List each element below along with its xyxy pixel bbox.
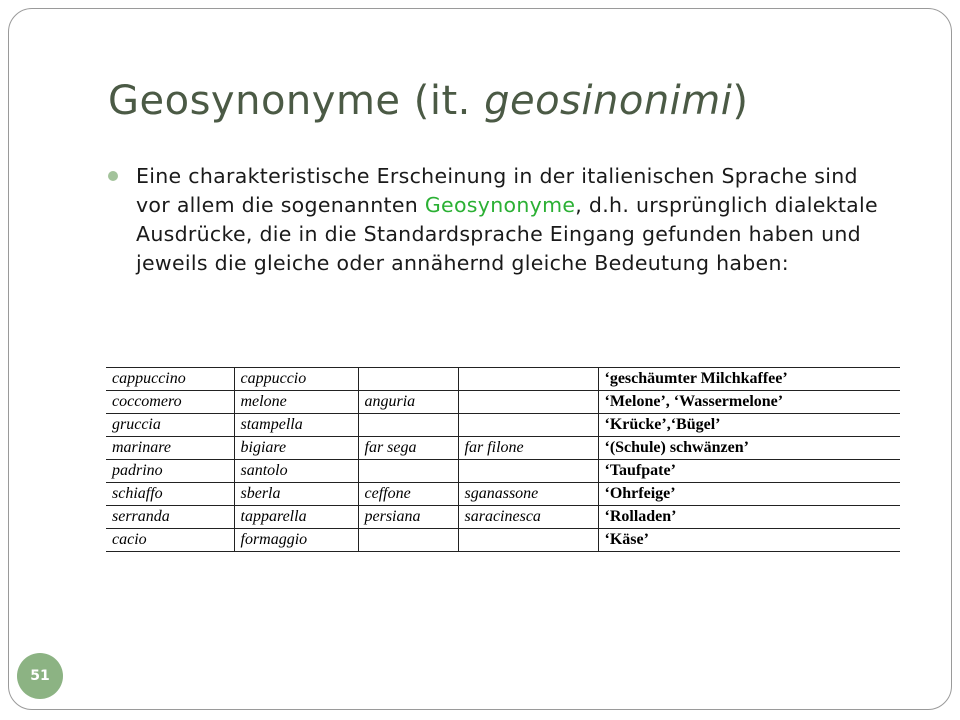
table-cell — [458, 391, 598, 414]
table-cell: melone — [234, 391, 358, 414]
table-row — [106, 368, 900, 391]
table-cell: ‘Melone’, ‘Wassermelone’ — [598, 391, 900, 414]
table-cell: ‘Krücke’,‘Bügel’ — [598, 414, 900, 437]
table-cell: cacio — [106, 529, 234, 552]
table-cell: ceffone — [358, 483, 458, 506]
geosynonym-table — [106, 367, 900, 552]
table-cell: saracinesca — [458, 506, 598, 529]
table-cell: ‘geschäumter Milchkaffee’ — [598, 368, 900, 391]
bullet-text — [136, 162, 898, 278]
table-cell — [358, 414, 458, 437]
table-cell: stampella — [234, 414, 358, 437]
table-row — [106, 506, 900, 529]
table-cell: ‘Ohrfeige’ — [598, 483, 900, 506]
bullet-item — [108, 162, 898, 278]
table-row — [106, 460, 900, 483]
table-cell: far sega — [358, 437, 458, 460]
table-cell: marinare — [106, 437, 234, 460]
table-cell: sganassone — [458, 483, 598, 506]
table-cell — [458, 368, 598, 391]
table-cell: formaggio — [234, 529, 358, 552]
bullet-text-before: Eine charakteristische Erscheinung in der italienischen Sprache sind vor allem die sogenannten — [136, 164, 858, 217]
table-cell — [458, 414, 598, 437]
table-cell: cappuccio — [234, 368, 358, 391]
title-main: Geosynonyme (it. — [108, 78, 485, 124]
table-cell: schiaffo — [106, 483, 234, 506]
bullet-dot-icon — [108, 171, 118, 181]
table-cell: persiana — [358, 506, 458, 529]
table-cell — [358, 460, 458, 483]
table-cell: far filone — [458, 437, 598, 460]
table-cell: anguria — [358, 391, 458, 414]
slide-number: 51 — [17, 653, 63, 699]
table-cell: ‘Taufpate’ — [598, 460, 900, 483]
table-row — [106, 391, 900, 414]
table-cell: tapparella — [234, 506, 358, 529]
title-italic: geosinonimi — [484, 78, 733, 124]
title-close: ) — [732, 78, 749, 124]
table-cell — [358, 529, 458, 552]
table-cell: ‘Rolladen’ — [598, 506, 900, 529]
table-row — [106, 437, 900, 460]
bullet-highlight: Geosynonyme — [424, 193, 576, 217]
table-cell: sberla — [234, 483, 358, 506]
table-cell: santolo — [234, 460, 358, 483]
table-cell: ‘(Schule) schwänzen’ — [598, 437, 900, 460]
table-row — [106, 529, 900, 552]
table-cell: coccomero — [106, 391, 234, 414]
table-cell: bigiare — [234, 437, 358, 460]
slide-title — [108, 78, 748, 124]
table-cell: gruccia — [106, 414, 234, 437]
table-cell — [458, 529, 598, 552]
table-cell: ‘Käse’ — [598, 529, 900, 552]
table-row — [106, 414, 900, 437]
table-cell: cappuccino — [106, 368, 234, 391]
table-cell — [458, 460, 598, 483]
table-cell: serranda — [106, 506, 234, 529]
bullet-text-after: , d.h. ursprünglich dialektale Ausdrücke, die in die Standardsprache Eingang gefunden haben und jeweils die gleiche oder annähernd gleiche Bedeutung haben: — [136, 193, 878, 275]
table-row — [106, 483, 900, 506]
table-cell: padrino — [106, 460, 234, 483]
table-cell — [358, 368, 458, 391]
